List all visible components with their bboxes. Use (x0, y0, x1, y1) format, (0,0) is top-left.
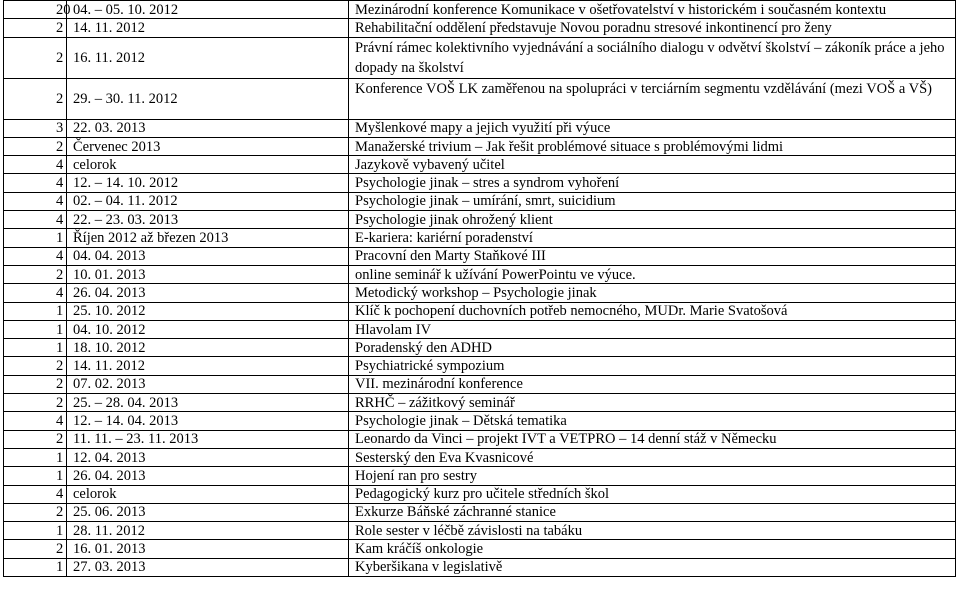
event-name-cell: Právní rámec kolektivního vyjednávání a sociálního dialogu v odvětví školství – zákoník práce a jeho dopady na školství (349, 37, 956, 78)
date-cell: 29. – 30. 11. 2012 (67, 78, 349, 119)
date-cell: 22. 03. 2013 (67, 119, 349, 137)
table-row (4, 78, 956, 119)
table-row (4, 430, 956, 448)
date-cell: 26. 04. 2013 (67, 467, 349, 485)
table-row (4, 339, 956, 357)
table-row (4, 284, 956, 302)
date-cell: celorok (67, 485, 349, 503)
date-cell: 02. – 04. 11. 2012 (67, 192, 349, 210)
event-name-cell: E-kariera: kariérní poradenství (349, 229, 956, 247)
participant-count-cell: 1 (4, 320, 67, 338)
table-row (4, 156, 956, 174)
date-cell: Červenec 2013 (67, 137, 349, 155)
participant-count-cell: 2 (4, 137, 67, 155)
table-row (4, 211, 956, 229)
participant-count-cell: 2 (4, 37, 67, 78)
event-name-cell: Pedagogický kurz pro učitele středních škol (349, 485, 956, 503)
date-cell: 25. – 28. 04. 2013 (67, 394, 349, 412)
event-name-cell: Psychologie jinak ohrožený klient (349, 211, 956, 229)
table-row (4, 119, 956, 137)
participant-count-cell: 2 (4, 78, 67, 119)
participant-count-cell: 2 (4, 265, 67, 283)
date-cell: 04. 10. 2012 (67, 320, 349, 338)
event-name-cell: Psychologie jinak – stres a syndrom vyhoření (349, 174, 956, 192)
table-row (4, 37, 956, 78)
participant-count-cell: 2 (4, 394, 67, 412)
event-name-cell: Leonardo da Vinci – projekt IVT a VETPRO – 14 denní stáž v Německu (349, 430, 956, 448)
participant-count-cell: 4 (4, 485, 67, 503)
table-row (4, 192, 956, 210)
training-events-table (3, 0, 956, 577)
date-cell: 16. 01. 2013 (67, 540, 349, 558)
table-row (4, 320, 956, 338)
date-cell: 14. 11. 2012 (67, 357, 349, 375)
participant-count-cell: 2 (4, 430, 67, 448)
event-name-cell: Kam kráčíš onkologie (349, 540, 956, 558)
date-cell: 11. 11. – 23. 11. 2013 (67, 430, 349, 448)
participant-count-cell: 20 (4, 1, 67, 19)
event-name-cell: Metodický workshop – Psychologie jinak (349, 284, 956, 302)
participant-count-cell: 1 (4, 302, 67, 320)
table-row (4, 467, 956, 485)
event-name-cell: Konference VOŠ LK zaměřenou na spolupráci v terciárním segmentu vzdělávání (mezi VOŠ a VŠ) (349, 78, 956, 119)
table-row (4, 394, 956, 412)
participant-count-cell: 4 (4, 412, 67, 430)
event-name-cell: Myšlenkové mapy a jejich využití při výuce (349, 119, 956, 137)
date-cell: 07. 02. 2013 (67, 375, 349, 393)
date-cell: 27. 03. 2013 (67, 558, 349, 576)
date-cell: 14. 11. 2012 (67, 19, 349, 37)
date-cell: 16. 11. 2012 (67, 37, 349, 78)
date-cell: 26. 04. 2013 (67, 284, 349, 302)
date-cell: 12. 04. 2013 (67, 448, 349, 466)
participant-count-cell: 4 (4, 247, 67, 265)
participant-count-cell: 1 (4, 448, 67, 466)
event-name-cell: Sesterský den Eva Kvasnicové (349, 448, 956, 466)
participant-count-cell: 1 (4, 229, 67, 247)
table-row (4, 229, 956, 247)
participant-count-cell: 4 (4, 284, 67, 302)
table-row (4, 357, 956, 375)
participant-count-cell: 3 (4, 119, 67, 137)
date-cell: 25. 06. 2013 (67, 503, 349, 521)
date-cell: 10. 01. 2013 (67, 265, 349, 283)
table-row (4, 540, 956, 558)
date-cell: 12. – 14. 04. 2013 (67, 412, 349, 430)
date-cell: 22. – 23. 03. 2013 (67, 211, 349, 229)
participant-count-cell: 1 (4, 467, 67, 485)
participant-count-cell: 1 (4, 558, 67, 576)
event-name-cell: Role sester v léčbě závislosti na tabáku (349, 522, 956, 540)
date-cell: celorok (67, 156, 349, 174)
date-cell: 25. 10. 2012 (67, 302, 349, 320)
event-name-cell: Pracovní den Marty Staňkové III (349, 247, 956, 265)
participant-count-cell: 4 (4, 174, 67, 192)
event-name-cell: VII. mezinárodní konference (349, 375, 956, 393)
table-row (4, 485, 956, 503)
table-row (4, 19, 956, 37)
date-cell: 18. 10. 2012 (67, 339, 349, 357)
event-name-cell: Jazykově vybavený učitel (349, 156, 956, 174)
table-row (4, 265, 956, 283)
event-name-cell: Exkurze Báňské záchranné stanice (349, 503, 956, 521)
table-row (4, 412, 956, 430)
event-name-cell: Hlavolam IV (349, 320, 956, 338)
table-row (4, 247, 956, 265)
date-cell: 12. – 14. 10. 2012 (67, 174, 349, 192)
participant-count-cell: 1 (4, 522, 67, 540)
table-row (4, 302, 956, 320)
participant-count-cell: 4 (4, 156, 67, 174)
event-name-cell: Poradenský den ADHD (349, 339, 956, 357)
event-name-cell: Kyberšikana v legislativě (349, 558, 956, 576)
participant-count-cell: 2 (4, 19, 67, 37)
date-cell: Říjen 2012 až březen 2013 (67, 229, 349, 247)
event-name-cell: Rehabilitační oddělení představuje Novou poradnu stresové inkontinencí pro ženy (349, 19, 956, 37)
table-row (4, 558, 956, 576)
event-name-cell: Hojení ran pro sestry (349, 467, 956, 485)
participant-count-cell: 2 (4, 503, 67, 521)
date-cell: 28. 11. 2012 (67, 522, 349, 540)
table-row (4, 448, 956, 466)
event-name-cell: Psychiatrické sympozium (349, 357, 956, 375)
participant-count-cell: 2 (4, 357, 67, 375)
table-row (4, 137, 956, 155)
event-name-cell: Psychologie jinak – Dětská tematika (349, 412, 956, 430)
table-row (4, 174, 956, 192)
event-name-cell: RRHČ – zážitkový seminář (349, 394, 956, 412)
event-name-cell: Psychologie jinak – umírání, smrt, suicidium (349, 192, 956, 210)
event-name-cell: Mezinárodní konference Komunikace v ošetřovatelství v historickém i současném kontextu (349, 1, 956, 19)
participant-count-cell: 4 (4, 211, 67, 229)
participant-count-cell: 1 (4, 339, 67, 357)
date-cell: 04. – 05. 10. 2012 (67, 1, 349, 19)
event-name-cell: Manažerské trivium – Jak řešit problémové situace s problémovými lidmi (349, 137, 956, 155)
participant-count-cell: 4 (4, 192, 67, 210)
participant-count-cell: 2 (4, 540, 67, 558)
participant-count-cell: 2 (4, 375, 67, 393)
event-name-cell: Klíč k pochopení duchovních potřeb nemocného, MUDr. Marie Svatošová (349, 302, 956, 320)
table-row (4, 1, 956, 19)
table-row (4, 522, 956, 540)
table-row (4, 503, 956, 521)
date-cell: 04. 04. 2013 (67, 247, 349, 265)
table-body (4, 1, 956, 577)
table-row (4, 375, 956, 393)
event-name-cell: online seminář k užívání PowerPointu ve výuce. (349, 265, 956, 283)
